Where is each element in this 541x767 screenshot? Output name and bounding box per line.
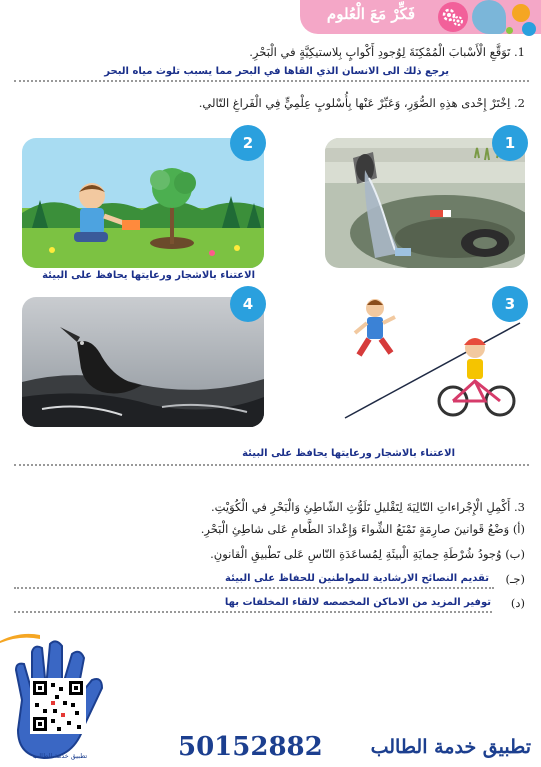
footer-brand: تطبيق خدمة الطالب bbox=[370, 736, 531, 758]
question-3-item-d-label: (د) bbox=[510, 596, 525, 610]
question-1-answer-line bbox=[14, 80, 529, 82]
question-3-item-d-answer[interactable]: توفير المزيد من الاماكن المخصصه لالقاء المخلفات بها bbox=[224, 597, 491, 608]
panel-4-oil-bird-image bbox=[22, 297, 264, 427]
panel-1-number-badge: 1 bbox=[492, 125, 528, 161]
question-2-text: 2. اِخْتَرْ إِحْدى هذِهِ الصُّوَرِ، وَعَبِّرْ عَنْها بِأُسْلوبٍ عِلْمِيٍّ فِي الْفَراغِ التّالي. bbox=[198, 96, 525, 110]
panel-2-number-badge: 2 bbox=[230, 125, 266, 161]
question-2-answer[interactable]: الاعتناء بالاشجار ورعايتها يحافظ على البيئة bbox=[242, 448, 455, 459]
question-2-answer-line bbox=[14, 464, 529, 466]
question-3-item-c-answer[interactable]: تقديم النصائح الارشادية للمواطنين للحفاظ على البيئة bbox=[225, 573, 489, 584]
panel-1-pollution-image bbox=[325, 138, 525, 268]
panel-2-caption: الاعتناء بالاشجار ورعايتها يحافظ على البيئة bbox=[42, 270, 255, 281]
question-3-item-c-line bbox=[14, 587, 494, 589]
question-3-item-d-line bbox=[14, 611, 492, 613]
qr-caption: تطبيق خدمة الطالب bbox=[32, 752, 88, 760]
head-silhouette-icon bbox=[472, 0, 506, 34]
header-title: فَكِّرْ مَعَ الْعُلوم bbox=[326, 5, 416, 23]
hand-qr-logo bbox=[4, 640, 114, 764]
question-1-answer[interactable]: يرجع ذلك الى الانسان الذي القاها في البحر مما يسبب تلوث مياه البحر bbox=[104, 66, 449, 77]
question-3-item-b: (ب) وُجودُ شُرْطَةِ حِمايَةِ الْبيئَةِ لِمُساعَدَةِ النّاسِ عَلى تَطْبيقِ الْقانونِ. bbox=[210, 547, 525, 561]
question-3-item-a: (أ) وَضْعُ قَوانينَ صارِمَةٍ تَمْنَعُ الشِّواءَ وَإِعْدادَ الطَّعامِ عَلى شاطِئِ الْبَحْرِ. bbox=[200, 522, 525, 536]
footer-phone-number[interactable]: 50152882 bbox=[178, 732, 323, 762]
question-3-text: 3. أَكْمِلِ الْإِجْراءاتِ التّالِيَةَ لِتَقْليلِ تَلَوُّثِ الشّاطِئِ وَالْبَحْرِ في الْكُوَيْتِ. bbox=[210, 500, 525, 514]
decor-dot-orange bbox=[512, 4, 530, 22]
decor-dot-green bbox=[506, 27, 513, 34]
footer-swoosh bbox=[0, 628, 40, 640]
decor-dot-blue bbox=[522, 22, 536, 36]
question-3-item-c-label: (جـ) bbox=[505, 572, 525, 586]
panel-2-tree-planting-image bbox=[22, 138, 264, 268]
gears-icon bbox=[438, 2, 468, 32]
panel-3-number-badge: 3 bbox=[492, 286, 528, 322]
panel-4-number-badge: 4 bbox=[230, 286, 266, 322]
question-1-text: 1. تَوَقَّعِ الْأَسْبابَ الْمُمْكِنَةَ لِوُجودِ أَكْوابٍ بِلاستيكِيَّةٍ في الْبَحْرِ. bbox=[249, 45, 525, 59]
